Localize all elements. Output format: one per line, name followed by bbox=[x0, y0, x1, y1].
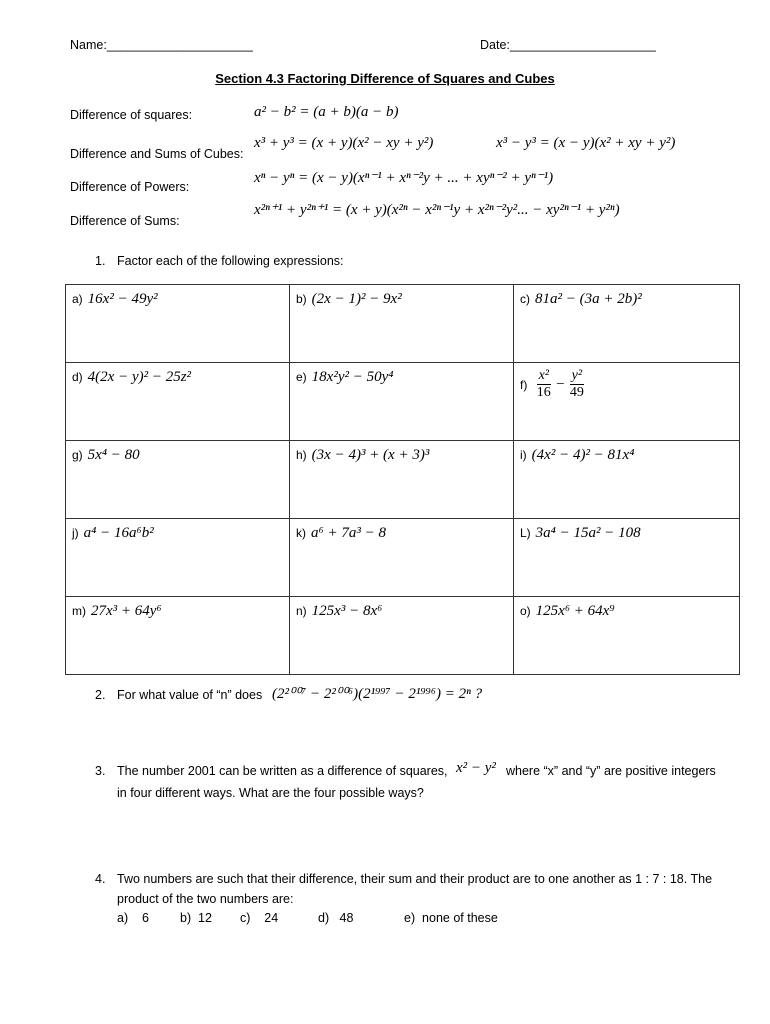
problem-cell bbox=[514, 519, 740, 597]
fraction-y bbox=[570, 368, 584, 401]
problem-expr: 81a² − (3a + 2b)² bbox=[535, 291, 642, 307]
problem-expr: 5x⁴ − 80 bbox=[87, 447, 140, 463]
fraction-x bbox=[537, 368, 551, 401]
problem-cell bbox=[66, 285, 290, 363]
problem-label: c) bbox=[520, 292, 530, 306]
formula-squares: a² − b² = (a + b)(a − b) bbox=[254, 104, 399, 120]
table-row bbox=[66, 597, 740, 675]
problem-cell bbox=[514, 285, 740, 363]
problem-cell bbox=[514, 363, 740, 441]
problem-label: k) bbox=[296, 526, 306, 540]
q3-text-c: in four different ways. What are the four possible ways? bbox=[117, 786, 424, 800]
formula-label-cubes: Difference and Sums of Cubes: bbox=[70, 147, 244, 161]
problem-label: f) bbox=[520, 377, 528, 392]
problem-cell bbox=[290, 363, 514, 441]
fraction-numerator: y² bbox=[571, 368, 583, 383]
table-row bbox=[66, 441, 740, 519]
q3-text-a: The number 2001 can be written as a difference of squares, bbox=[117, 764, 448, 778]
q1-text: Factor each of the following expressions: bbox=[117, 254, 344, 268]
problem-cell bbox=[290, 285, 514, 363]
problem-expr: 18x²y² − 50y⁴ bbox=[311, 369, 394, 385]
problem-label: a) bbox=[72, 292, 83, 306]
formula-diff-cubes: x³ − y³ = (x − y)(x² + xy + y²) bbox=[496, 135, 676, 151]
problem-expr: 125x⁶ + 64x⁹ bbox=[535, 603, 615, 619]
q1-number: 1. bbox=[95, 254, 106, 268]
name-field-label: Name:_____________________ bbox=[70, 38, 253, 52]
problem-expr: 4(2x − y)² − 25z² bbox=[87, 369, 192, 385]
problem-expr: 125x³ − 8x⁶ bbox=[311, 603, 383, 619]
problem-cell bbox=[66, 597, 290, 675]
formula-label-sums: Difference of Sums: bbox=[70, 214, 180, 228]
q3-text-b: where “x” and “y” are positive integers bbox=[506, 764, 716, 778]
problem-expr: 16x² − 49y² bbox=[87, 291, 158, 307]
fraction-denominator: 16 bbox=[536, 385, 551, 400]
problem-cell bbox=[290, 441, 514, 519]
formula-label-squares: Difference of squares: bbox=[70, 108, 193, 122]
problem-expr: a⁴ − 16a⁶b² bbox=[83, 525, 154, 541]
table-row bbox=[66, 363, 740, 441]
problem-expr: a⁶ + 7a³ − 8 bbox=[311, 525, 386, 541]
formula-sum-cubes: x³ + y³ = (x + y)(x² − xy + y²) bbox=[254, 135, 434, 151]
problem-label: j) bbox=[72, 526, 79, 540]
problem-label: m) bbox=[72, 604, 86, 618]
problem-expr: 27x³ + 64y⁶ bbox=[91, 603, 162, 619]
formula-sums: x²ⁿ⁺¹ + y²ⁿ⁺¹ = (x + y)(x²ⁿ − x²ⁿ⁻¹y + x²ⁿ⁻²y²... − xy²ⁿ⁻¹ + y²ⁿ) bbox=[254, 202, 620, 218]
problem-cell bbox=[514, 441, 740, 519]
date-field-label: Date:_____________________ bbox=[480, 38, 656, 52]
q2-text: For what value of “n” does bbox=[117, 688, 263, 702]
problem-label: g) bbox=[72, 448, 83, 462]
problem-cell bbox=[66, 519, 290, 597]
q4-choice-c: c) 24 bbox=[240, 911, 279, 925]
page-title: Section 4.3 Factoring Difference of Squares and Cubes bbox=[215, 71, 555, 86]
problem-cell bbox=[290, 597, 514, 675]
q2-number: 2. bbox=[95, 688, 106, 702]
problem-label: e) bbox=[296, 370, 307, 384]
problem-label: n) bbox=[296, 604, 307, 618]
problem-cell bbox=[66, 441, 290, 519]
problem-cell bbox=[66, 363, 290, 441]
q4-text-a: Two numbers are such that their difference, their sum and their product are to one another as 1 : 7 : 18. The bbox=[117, 872, 713, 886]
q4-choice-e: e) none of these bbox=[404, 911, 498, 925]
q4-number: 4. bbox=[95, 872, 106, 886]
minus-sign: − bbox=[555, 376, 566, 393]
q4-choice-d: d) 48 bbox=[318, 911, 354, 925]
q3-expr: x² − y² bbox=[456, 760, 496, 776]
problem-label: o) bbox=[520, 604, 531, 618]
problems-table bbox=[65, 284, 740, 675]
problem-cell bbox=[514, 597, 740, 675]
problem-expr: (4x² − 4)² − 81x⁴ bbox=[531, 447, 635, 463]
problem-expr: (2x − 1)² − 9x² bbox=[311, 291, 402, 307]
problem-label: b) bbox=[296, 292, 307, 306]
problem-label: h) bbox=[296, 448, 307, 462]
problem-expr: 3a⁴ − 15a² − 108 bbox=[535, 525, 641, 541]
q4-text-b: product of the two numbers are: bbox=[117, 892, 294, 906]
problem-label: d) bbox=[72, 370, 83, 384]
fraction-denominator: 49 bbox=[569, 385, 584, 400]
table-row bbox=[66, 519, 740, 597]
problem-label: i) bbox=[520, 448, 527, 462]
problem-label: L) bbox=[520, 526, 531, 540]
q3-number: 3. bbox=[95, 764, 106, 778]
problem-cell bbox=[290, 519, 514, 597]
formula-powers: xⁿ − yⁿ = (x − y)(xⁿ⁻¹ + xⁿ⁻²y + ... + xyⁿ⁻² + yⁿ⁻¹) bbox=[254, 170, 554, 186]
q4-choice-a: a) 6 bbox=[117, 911, 149, 925]
problem-expr: (3x − 4)³ + (x + 3)³ bbox=[311, 447, 430, 463]
q2-expr: (2²⁰⁰⁷ − 2²⁰⁰⁶)(2¹⁹⁹⁷ − 2¹⁹⁹⁶) = 2ⁿ ? bbox=[272, 686, 483, 702]
fraction-numerator: x² bbox=[538, 368, 549, 383]
q4-choice-b: b) 12 bbox=[180, 911, 212, 925]
formula-label-powers: Difference of Powers: bbox=[70, 180, 190, 194]
table-row bbox=[66, 285, 740, 363]
